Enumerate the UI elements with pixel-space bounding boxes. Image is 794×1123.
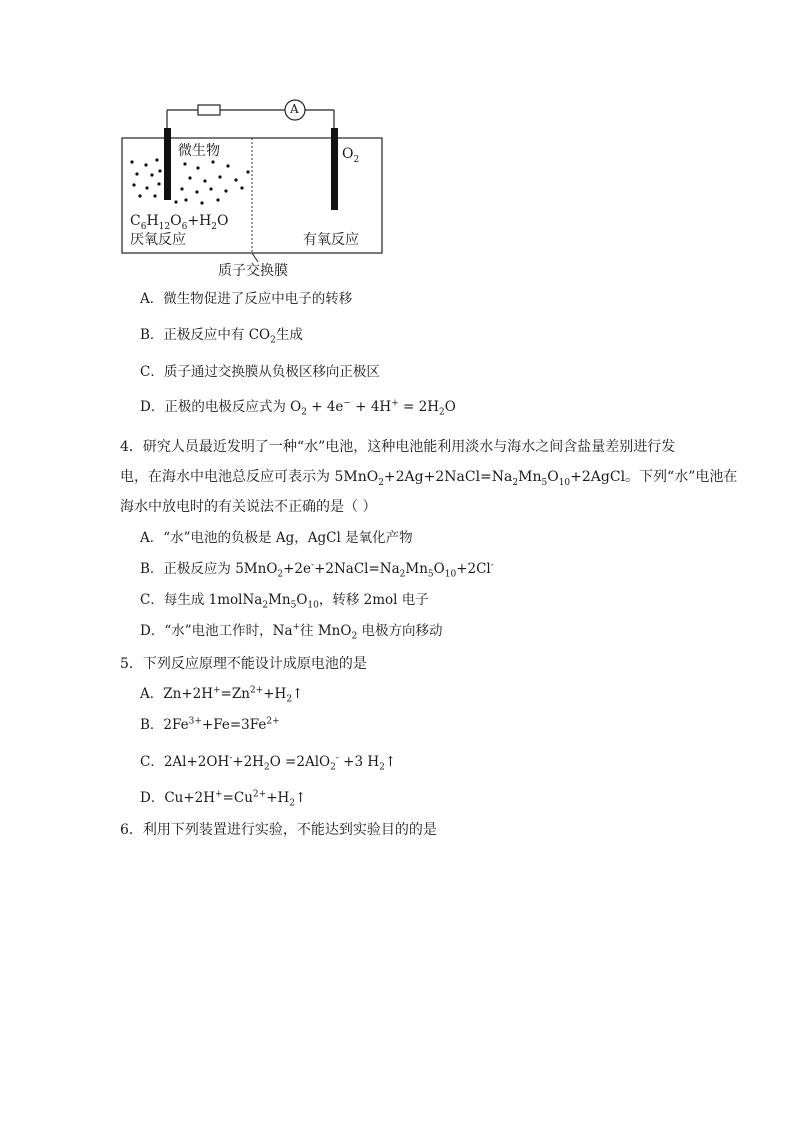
microbe-label: 微生物 — [178, 143, 220, 159]
glucose-formula: $C_6H_{12}O_6+H_2O$ — [130, 213, 229, 232]
anaerobic-label: 厌氧反应 — [130, 232, 186, 248]
q4-stem-line1: 4．研究人员最近发明了一种“水”电池，这种电池能利用淡水与海水之间含盐量差别进行发 — [120, 439, 676, 455]
q4-stem-line2: 电，在海水中电池总反应可表示为 $5MnO_2+2Ag+2NaCl=Na_2Mn_5O_{10}+2AgCl$。下列“水”电池在 — [120, 469, 738, 488]
q5-option-d: D．$Cu+2H^+=Cu^{2+}+H_2↑$ — [140, 789, 307, 809]
o2-label: $O_2$ — [342, 146, 360, 165]
q5-option-c: C．$2Al+2OH^-+2H_2O =2AlO_2^- +3$ $H_2↑$ — [140, 753, 397, 773]
q3-option-a: A．微生物促进了反应中电子的转移 — [140, 291, 353, 307]
anode-electrode — [164, 128, 171, 200]
q5-option-a: A．$Zn+2H^+=Zn^{2+}+H_2↑$ — [140, 685, 304, 705]
ammeter-label: A — [290, 102, 299, 116]
membrane-label: 质子交换膜 — [218, 263, 288, 279]
q5-stem: 5．下列反应原理不能设计成原电池的是 — [120, 656, 367, 672]
cell-drawing — [110, 92, 400, 282]
q3-option-c: C．质子通过交换膜从负极区移向正极区 — [140, 364, 380, 380]
q5-option-b: B．$2Fe^{3+}+Fe=3Fe^{2+}$ — [140, 716, 280, 733]
fuel-cell-diagram — [110, 92, 400, 282]
q4-option-b: B．正极反应为 $5MnO_2+2e^-+2NaCl=Na_2Mn_5O_{10}+2Cl^-$ — [140, 560, 494, 580]
q3-option-d: D．正极的电极反应式为 $O_2 + 4e^- + 4H^+ = 2H_2O$ — [140, 398, 456, 418]
membrane-pointer — [252, 253, 258, 262]
q4-stem-line3: 海水中放电时的有关说法不正确的是（ ） — [120, 499, 377, 515]
resistor — [198, 105, 220, 115]
cathode-electrode — [331, 128, 338, 210]
aerobic-label: 有氧反应 — [303, 232, 359, 248]
q3-option-b: B．正极反应中有 $CO_2$生成 — [140, 327, 303, 346]
q4-option-a: A．“水”电池的负极是 Ag，AgCl 是氧化产物 — [140, 530, 413, 546]
q6-stem: 6．利用下列装置进行实验，不能达到实验目的的是 — [120, 822, 437, 838]
microbe-dots — [130, 158, 249, 204]
q4-option-d: D．“水”电池工作时，Na+往 MnO$_2$ 电极方向移动 — [140, 622, 443, 642]
q4-option-c: C．每生成 $1molNa_2Mn_5O_{10}$，转移 2mol 电子 — [140, 592, 429, 611]
